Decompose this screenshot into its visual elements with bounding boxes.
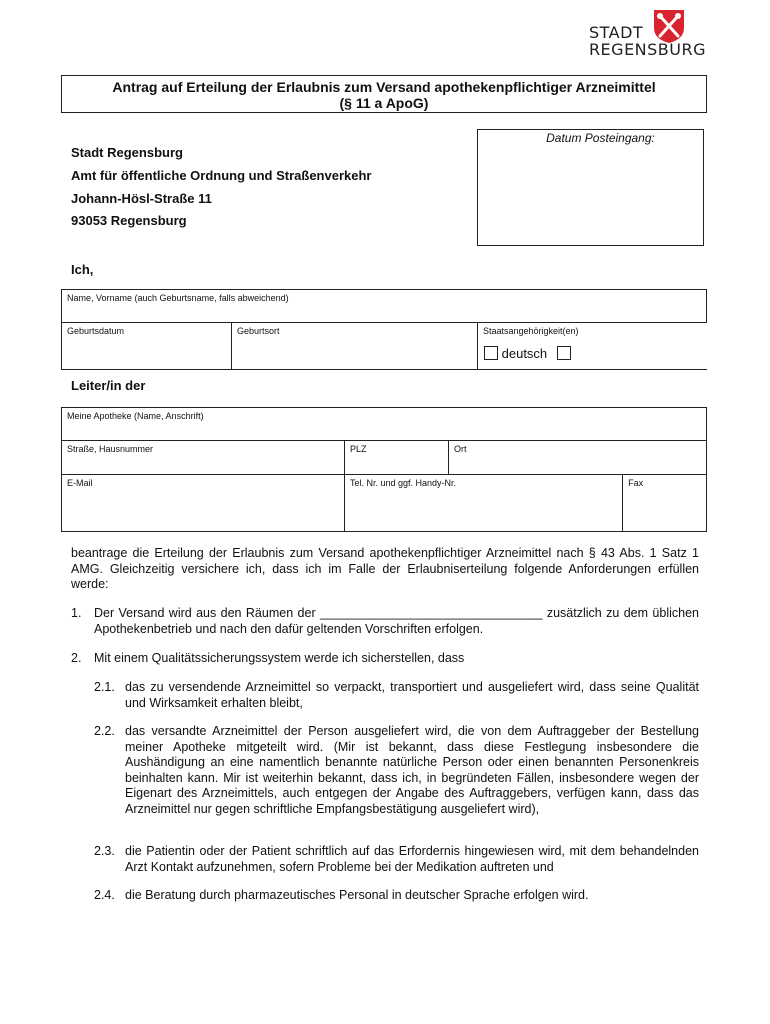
- list-item: [94, 724, 699, 817]
- section-ich: Ich,: [71, 262, 94, 277]
- city-logo: [589, 24, 706, 58]
- logo-line1: STADT: [588, 23, 644, 42]
- intro-paragraph: beantrage die Erteilung der Erlaubnis zum Versand apothekenpflichtiger Arzneimittel nach § 43 Abs. 1 Satz 1 AMG. Gleichzeitig versichere ich, dass ich im Falle der Erlaubniserteilung folgende Anforderungen erfüllen werde:: [71, 546, 699, 591]
- nationality-other-checkbox[interactable]: [557, 346, 571, 360]
- subitem-text: das zu versendende Arzneimittel so verpackt, transportiert und ausgeliefert wird, dass seine Qualität und Wirksamkeit erhalten bleibt,: [125, 680, 699, 710]
- nationality-german-checkbox[interactable]: [484, 346, 498, 360]
- subitem-text: das versandte Arzneimittel der Person ausgeliefert wird, die von dem Auftraggeber der Bestellung meiner Apotheke mitgeteilt wird. (Mir ist bekannt, dass diese Festlegung insbesondere die Aushändigung an eine namentlich benannte natürliche Person oder einen benannten Personenkreis beinhalten kann. Mir ist weiterhin bekannt, dass ich, in begründeten Fällen, insbesondere wegen der Eigenart des Arzneimittels, auch entgegen der Angabe des Auftraggebers, verfügen kann, dass das Arzneimittel nur gegen schriftliche Empfangsbestätigung ausgeliefert wird),: [125, 724, 699, 816]
- street-field[interactable]: [62, 441, 345, 475]
- nationality-field[interactable]: [478, 323, 707, 370]
- birthplace-label: Geburtsort: [237, 326, 280, 336]
- street-label: Straße, Hausnummer: [67, 444, 154, 454]
- zip-label: PLZ: [350, 444, 367, 454]
- recipient-street: Johann-Hösl-Straße 11: [71, 191, 212, 206]
- item2-text: Mit einem Qualitätssicherungssystem werde ich sicherstellen, dass: [94, 651, 465, 665]
- subitem-number: 2.4.: [94, 888, 115, 902]
- subitem-text: die Beratung durch pharmazeutisches Personal in deutscher Sprache erfolgen wird.: [125, 888, 589, 902]
- nationality-label: Staatsangehörigkeit(en): [483, 326, 579, 336]
- pharmacy-name-label: Meine Apotheke (Name, Anschrift): [67, 411, 204, 421]
- subitem-number: 2.2.: [94, 724, 115, 738]
- birthdate-label: Geburtsdatum: [67, 326, 125, 336]
- list-item: [94, 680, 699, 711]
- fax-label: Fax: [628, 478, 644, 488]
- list-item: [94, 888, 699, 904]
- list-item: [71, 651, 699, 667]
- email-label: E-Mail: [67, 478, 93, 488]
- recipient-department: Amt für öffentliche Ordnung und Straßenverkehr: [71, 168, 372, 183]
- recipient-name: Stadt Regensburg: [71, 145, 183, 160]
- item1-number: 1.: [71, 606, 82, 620]
- list-item: [94, 844, 699, 875]
- list-item: [71, 606, 699, 637]
- phone-label: Tel. Nr. und ggf. Handy-Nr.: [350, 478, 457, 488]
- logo-line2: REGENSBURG: [588, 40, 706, 59]
- person-form: [61, 289, 707, 370]
- email-field[interactable]: [62, 475, 345, 532]
- title-line1: Antrag auf Erteilung der Erlaubnis zum Versand apothekenpflichtiger Arzneimittel: [112, 79, 656, 95]
- birthplace-field[interactable]: [232, 323, 478, 370]
- city-label: Ort: [454, 444, 467, 454]
- title-line2: (§ 11 a ApoG): [339, 95, 429, 111]
- fax-field[interactable]: [623, 475, 707, 532]
- document-title: [61, 75, 707, 113]
- subitem-number: 2.3.: [94, 844, 115, 858]
- city-field[interactable]: [449, 441, 707, 475]
- date-received-label: Datum Posteingang:: [546, 131, 655, 145]
- name-field[interactable]: [62, 290, 707, 323]
- subitem-text: die Patientin oder der Patient schriftlich auf das Erfordernis hingewiesen wird, mit dem behandelnden Arzt Kontakt aufzunehmen, sofern Probleme bei der Medikation auftreten und: [125, 844, 699, 874]
- phone-field[interactable]: [345, 475, 623, 532]
- zip-field[interactable]: [345, 441, 449, 475]
- subitem-number: 2.1.: [94, 680, 115, 694]
- nationality-german-label: deutsch: [501, 346, 548, 361]
- date-received-box[interactable]: [477, 129, 704, 246]
- name-label: Name, Vorname (auch Geburtsname, falls abweichend): [67, 293, 289, 303]
- pharmacy-name-field[interactable]: [62, 408, 707, 441]
- item2-number: 2.: [71, 651, 82, 665]
- pharmacy-form: [61, 407, 707, 532]
- recipient-city: 93053 Regensburg: [71, 213, 187, 228]
- birthdate-field[interactable]: [62, 323, 232, 370]
- section-leiter: Leiter/in der: [71, 378, 146, 393]
- item1-text: Der Versand wird aus den Räumen der ________________________________ zusätzlich zu dem üblichen Apothekenbetrieb und nach den dafür geltenden Vorschriften erfolgen.: [94, 606, 699, 636]
